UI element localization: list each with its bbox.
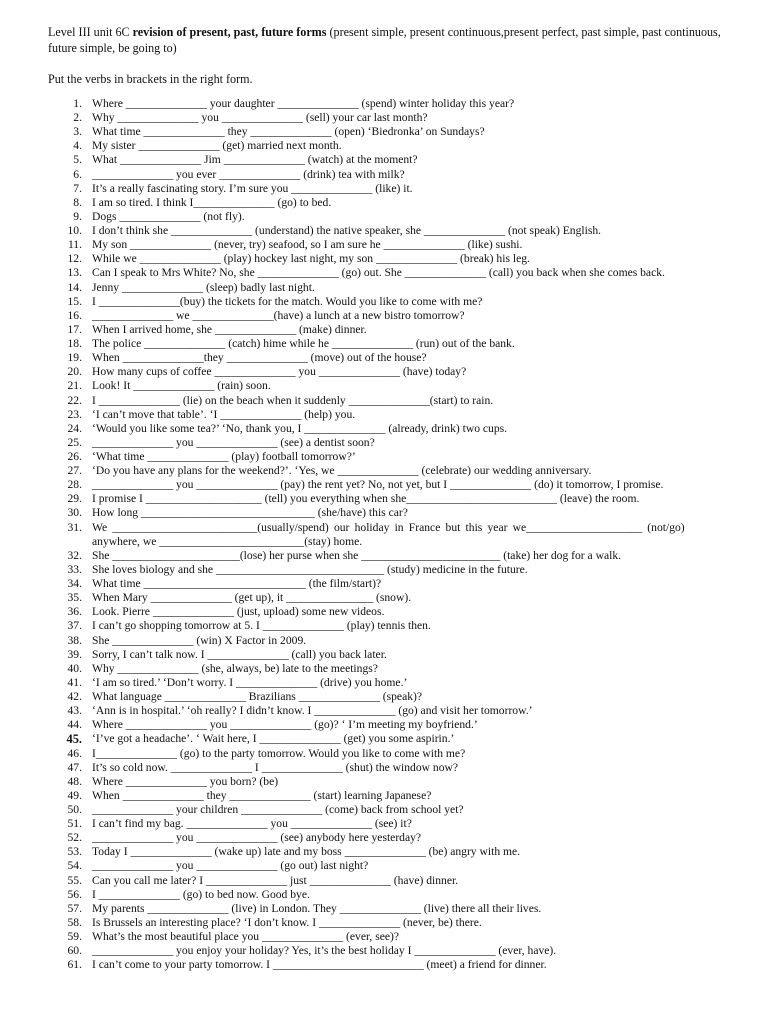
item-number: 56. bbox=[67, 887, 82, 901]
exercise-item bbox=[0, 450, 768, 464]
exercise-item bbox=[0, 521, 768, 535]
item-number: 47. bbox=[67, 760, 82, 774]
exercise-item bbox=[0, 958, 768, 972]
item-text: When ______________they ______________ (move) out of the house? bbox=[92, 351, 427, 365]
item-text: I ______________ (lie) on the beach when it suddenly ______________(start) to rain. bbox=[92, 393, 494, 407]
exercise-item bbox=[0, 690, 768, 704]
item-number: 30. bbox=[67, 506, 82, 520]
item-number: 34. bbox=[67, 577, 82, 591]
item-number: 58. bbox=[67, 915, 82, 929]
item-text: I can’t go shopping tomorrow at 5. I ______________ (play) tennis then. bbox=[92, 619, 431, 633]
item-number: 38. bbox=[67, 633, 82, 647]
item-text: Can you call me later? I ______________ just ______________ (have) dinner. bbox=[92, 873, 459, 887]
item-text: Can I speak to Mrs White? No, she ______________ (go) out. She ______________ (call) you back when she comes back. bbox=[92, 266, 665, 280]
item-number: 46. bbox=[67, 746, 82, 760]
item-text-continued: anywhere, we _________________________(stay) home. bbox=[92, 534, 363, 548]
exercise-item bbox=[0, 309, 768, 323]
exercise-item bbox=[0, 295, 768, 309]
item-text: ______________ you enjoy your holiday? Yes, it’s the best holiday I ______________ (ever, have). bbox=[92, 944, 557, 958]
exercise-item bbox=[0, 577, 768, 591]
exercise-item bbox=[0, 436, 768, 450]
item-number: 12. bbox=[67, 252, 82, 266]
item-text: Is Brussels an interesting place? ‘I don’t know. I ______________ (never, be) there. bbox=[92, 915, 482, 929]
item-text: We _________________________(usually/spend) our holiday in France but this year we____________________ (not/go) bbox=[92, 520, 685, 534]
exercise-item bbox=[0, 563, 768, 577]
exercise-item bbox=[0, 408, 768, 422]
exercise-item bbox=[0, 775, 768, 789]
exercise-item bbox=[0, 619, 768, 633]
exercise-item bbox=[0, 704, 768, 718]
item-number: 8. bbox=[73, 195, 82, 209]
item-number: 3. bbox=[73, 125, 82, 139]
exercise-item bbox=[0, 337, 768, 351]
item-text: What ______________ Jim ______________ (watch) at the moment? bbox=[92, 153, 418, 167]
item-text: How many cups of coffee ______________ you ______________ (have) today? bbox=[92, 365, 467, 379]
item-number: 21. bbox=[67, 379, 82, 393]
exercise-item bbox=[0, 422, 768, 436]
item-number: 54. bbox=[67, 859, 82, 873]
exercise-item bbox=[0, 281, 768, 295]
item-text: Today I ______________ (wake up) late and my boss ______________ (be) angry with me. bbox=[92, 845, 521, 859]
exercise-item bbox=[0, 125, 768, 139]
item-number: 13. bbox=[67, 266, 82, 280]
item-text: ‘Ann is in hospital.’ ‘oh really? I didn’t know. I ______________ (go) and visit her tomorrow.’ bbox=[92, 704, 533, 718]
item-text: My parents ______________ (live) in London. They ______________ (live) there all their lives. bbox=[92, 901, 542, 915]
item-text: ‘What time ______________ (play) football tomorrow?’ bbox=[92, 450, 356, 463]
item-text: While we ______________ (play) hockey last night, my son ______________ (break) his leg. bbox=[92, 252, 530, 266]
exercise-item bbox=[0, 139, 768, 153]
item-number: 55. bbox=[67, 873, 82, 887]
exercise-item bbox=[0, 365, 768, 379]
item-text: When I arrived home, she ______________ (make) dinner. bbox=[92, 322, 367, 336]
item-text: What time ______________ they ______________ (open) ‘Biedronka’ on Sundays? bbox=[92, 125, 485, 139]
item-text: I can’t come to your party tomorrow. I __________________________ (meet) a friend for dinner. bbox=[92, 958, 547, 972]
item-text: ‘I can’t move that table’. ‘I ______________ (help) you. bbox=[92, 407, 356, 421]
item-number: 37. bbox=[67, 619, 82, 633]
item-text: ‘I am so tired.’ ‘Don’t worry. I ______________ (drive) you home.’ bbox=[92, 675, 408, 689]
exercise-item bbox=[0, 323, 768, 337]
item-number: 36. bbox=[67, 605, 82, 619]
exercise-item bbox=[0, 506, 768, 520]
item-text: My son ______________ (never, try) seafood, so I am sure he ______________ (like) sushi. bbox=[92, 238, 523, 252]
item-text: I ______________(buy) the tickets for the match. Would you like to come with me? bbox=[92, 294, 483, 308]
item-number: 1. bbox=[73, 97, 82, 110]
exercise-item bbox=[0, 944, 768, 958]
exercise-item bbox=[0, 168, 768, 182]
header-topic: revision of present, past, future forms bbox=[132, 25, 327, 39]
item-number: 25. bbox=[67, 435, 82, 449]
exercise-item bbox=[0, 266, 768, 280]
item-number: 41. bbox=[67, 675, 82, 689]
item-number: 2. bbox=[73, 111, 82, 125]
item-number: 33. bbox=[67, 562, 82, 576]
exercise-item bbox=[0, 648, 768, 662]
item-number: 24. bbox=[67, 421, 82, 435]
item-text: Where ______________ you ______________ (go)? ‘ I’m meeting my boyfriend.’ bbox=[92, 718, 478, 732]
exercise-item bbox=[0, 111, 768, 125]
item-number: 49. bbox=[67, 788, 82, 802]
item-text: Dogs ______________ (not fly). bbox=[92, 209, 245, 223]
item-text: ‘Would you like some tea?’ ‘No, thank you, I ______________ (already, drink) two cups. bbox=[92, 421, 508, 435]
item-text: Look! It ______________ (rain) soon. bbox=[92, 379, 271, 393]
exercise-item bbox=[0, 379, 768, 393]
item-text: ______________ we ______________(have) a lunch at a new bistro tomorrow? bbox=[92, 308, 465, 322]
item-number: 18. bbox=[67, 337, 82, 351]
item-text: I don’t think she ______________ (understand) the native speaker, she ______________ (not speak) English. bbox=[92, 224, 602, 238]
exercise-item bbox=[0, 831, 768, 845]
item-number: 52. bbox=[67, 831, 82, 845]
exercise-item bbox=[0, 817, 768, 831]
header-prefix: Level III unit 6C bbox=[48, 25, 133, 39]
item-number: 23. bbox=[67, 407, 82, 421]
item-number: 43. bbox=[67, 704, 82, 718]
item-number: 48. bbox=[67, 774, 82, 788]
item-text: ‘I’ve got a headache’. ‘ Wait here, I ______________ (get) you some aspirin.’ bbox=[92, 732, 455, 746]
item-number: 5. bbox=[73, 153, 82, 167]
item-number: 60. bbox=[67, 944, 82, 958]
item-text: ______________ you ______________ (pay) the rent yet? No, not yet, but I ______________ (do) it tomorrow, I promise. bbox=[92, 478, 664, 492]
exercise-item bbox=[0, 916, 768, 930]
exercise-item bbox=[0, 676, 768, 690]
item-text: ______________ you ______________ (see) anybody here yesterday? bbox=[92, 831, 422, 845]
item-number: 27. bbox=[67, 464, 82, 478]
item-number: 59. bbox=[67, 930, 82, 944]
item-number: 50. bbox=[67, 803, 82, 816]
exercise-item bbox=[0, 761, 768, 775]
item-number: 42. bbox=[67, 690, 82, 704]
item-number: 31. bbox=[67, 520, 82, 534]
exercise-item bbox=[0, 803, 768, 817]
item-number: 28. bbox=[67, 478, 82, 492]
item-number: 15. bbox=[67, 294, 82, 308]
item-text: Sorry, I can’t talk now. I ______________ (call) you back later. bbox=[92, 647, 387, 661]
item-number: 16. bbox=[67, 308, 82, 322]
item-text: I______________ (go) to the party tomorrow. Would you like to come with me? bbox=[92, 746, 466, 760]
exercise-item bbox=[0, 351, 768, 365]
exercise-item bbox=[0, 210, 768, 224]
exercise-item bbox=[0, 464, 768, 478]
item-number: 61. bbox=[67, 958, 82, 972]
exercise-item bbox=[0, 930, 768, 944]
item-number: 19. bbox=[67, 351, 82, 365]
item-number: 35. bbox=[67, 591, 82, 605]
item-text: ‘Do you have any plans for the weekend?’. ‘Yes, we ______________ (celebrate) our wedding anniversary. bbox=[92, 464, 592, 478]
item-number: 29. bbox=[67, 492, 82, 506]
exercise-item bbox=[0, 718, 768, 732]
item-text: My sister ______________ (get) married next month. bbox=[92, 139, 342, 153]
item-text: It’s so cold now. ______________ I ______________ (shut) the window now? bbox=[92, 760, 459, 774]
item-number: 10. bbox=[67, 224, 82, 238]
item-text: How long ______________________________ (she/have) this car? bbox=[92, 506, 408, 520]
item-number: 26. bbox=[67, 450, 82, 463]
item-text: I promise I ____________________ (tell) you everything when she__________________________ (leave) the room. bbox=[92, 492, 640, 506]
exercise-item bbox=[0, 845, 768, 859]
item-text: Jenny ______________ (sleep) badly last night. bbox=[92, 280, 315, 294]
item-number: 9. bbox=[73, 209, 82, 223]
item-number: 53. bbox=[67, 845, 82, 859]
item-number: 7. bbox=[73, 181, 82, 195]
item-text: It’s a really fascinating story. I’m sure you ______________ (like) it. bbox=[92, 181, 413, 195]
item-text: She ______________ (win) X Factor in 2009. bbox=[92, 633, 307, 647]
item-text: ______________ your children ______________ (come) back from school yet? bbox=[92, 803, 464, 816]
exercise-item bbox=[0, 789, 768, 803]
item-text: Why ______________ (she, always, be) late to the meetings? bbox=[92, 661, 378, 675]
item-text: When Mary ______________ (get up), it _______________ (snow). bbox=[92, 591, 412, 605]
item-text: ______________ you ______________ (go out) last night? bbox=[92, 859, 369, 873]
item-number: 11. bbox=[67, 238, 82, 252]
exercise-item bbox=[0, 874, 768, 888]
exercise-item bbox=[0, 605, 768, 619]
item-text: I ______________ (go) to bed now. Good bye. bbox=[92, 887, 310, 901]
header-details: (present simple, present continuous,present perfect, past simple, past continuous, future simple, be going to) bbox=[48, 25, 721, 55]
item-text: What’s the most beautiful place you ______________ (ever, see)? bbox=[92, 930, 400, 944]
exercise-item bbox=[0, 224, 768, 238]
item-text: She loves biology and she _____________________________ (study) medicine in the future. bbox=[92, 562, 528, 576]
item-text: Where ______________ you born? (be) bbox=[92, 774, 279, 788]
instruction-text: Put the verbs in brackets in the right form. bbox=[48, 72, 253, 86]
exercise-item bbox=[0, 732, 768, 746]
item-number: 39. bbox=[67, 647, 82, 661]
item-text: ______________ you ever ______________ (drink) tea with milk? bbox=[92, 167, 405, 181]
exercise-item-continuation bbox=[0, 535, 768, 549]
item-text: The police ______________ (catch) hime while he ______________ (run) out of the bank. bbox=[92, 337, 515, 351]
item-text: I am so tired. I think I______________ (go) to bed. bbox=[92, 195, 332, 209]
item-number: 51. bbox=[67, 817, 82, 831]
item-number: 57. bbox=[67, 901, 82, 915]
exercise-item bbox=[0, 97, 768, 111]
item-number: 14. bbox=[67, 280, 82, 294]
item-number: 32. bbox=[67, 548, 82, 562]
item-number: 17. bbox=[67, 322, 82, 336]
item-number: 40. bbox=[67, 661, 82, 675]
item-number: 44. bbox=[67, 718, 82, 732]
exercise-item bbox=[0, 238, 768, 252]
exercise-item bbox=[0, 634, 768, 648]
exercise-item bbox=[0, 153, 768, 167]
item-text: When ______________ they ______________ (start) learning Japanese? bbox=[92, 788, 432, 802]
item-text: She ______________________(lose) her purse when she ________________________ (take) her dog for a walk. bbox=[92, 548, 622, 562]
exercise-item bbox=[0, 492, 768, 506]
item-text: I can’t find my bag. ______________ you ______________ (see) it? bbox=[92, 817, 412, 831]
item-text: Where ______________ your daughter ______________ (spend) winter holiday this year? bbox=[92, 97, 515, 110]
exercise-item bbox=[0, 478, 768, 492]
exercise-item bbox=[0, 182, 768, 196]
item-number: 6. bbox=[73, 167, 82, 181]
exercise-item bbox=[0, 662, 768, 676]
exercise-item bbox=[0, 196, 768, 210]
item-number: 22. bbox=[67, 393, 82, 407]
item-number: 4. bbox=[73, 139, 82, 153]
exercise-item bbox=[0, 747, 768, 761]
exercise-item bbox=[0, 859, 768, 873]
item-number: 45. bbox=[66, 732, 82, 747]
exercise-item bbox=[0, 902, 768, 916]
item-text: What time ____________________________ (the film/start)? bbox=[92, 577, 382, 591]
item-text: ______________ you ______________ (see) a dentist soon? bbox=[92, 435, 375, 449]
exercise-item bbox=[0, 252, 768, 266]
item-text: Why ______________ you ______________ (sell) your car last month? bbox=[92, 111, 428, 125]
item-text: Look. Pierre ______________ (just, upload) some new videos. bbox=[92, 605, 385, 619]
exercise-item bbox=[0, 888, 768, 902]
exercise-item bbox=[0, 549, 768, 563]
item-number: 20. bbox=[67, 365, 82, 379]
item-text: What language ______________ Brazilians ______________ (speak)? bbox=[92, 690, 423, 704]
exercise-item bbox=[0, 591, 768, 605]
exercise-item bbox=[0, 394, 768, 408]
